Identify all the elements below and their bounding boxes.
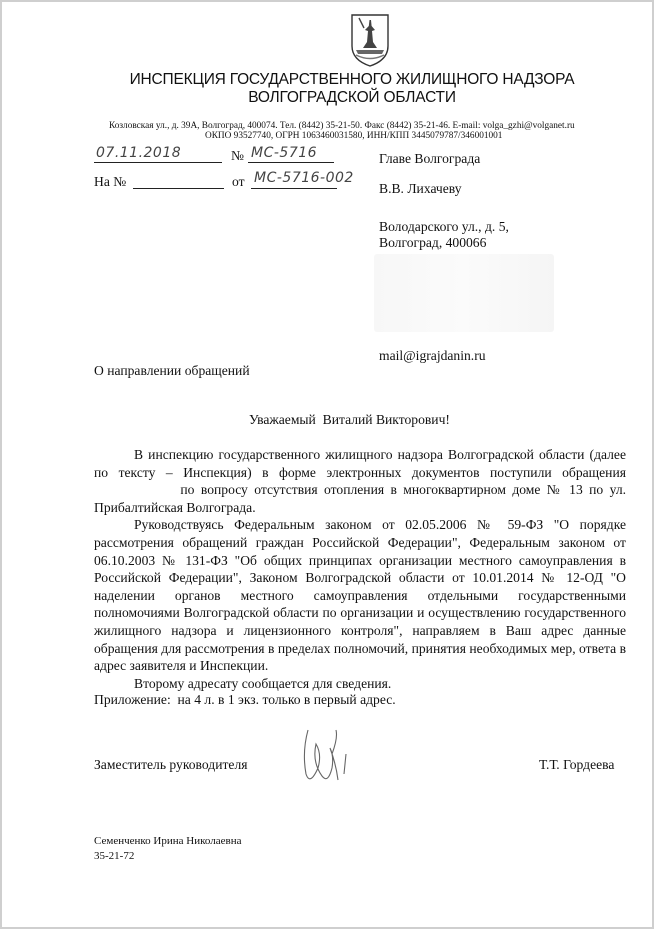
body-paragraph-1 — [94, 446, 626, 516]
redacted-second-recipient — [374, 254, 554, 332]
outgoing-date: 07.11.2018 — [96, 145, 182, 161]
reply-from-underline — [251, 188, 337, 189]
recipient-title: Главе Волгограда — [379, 151, 481, 166]
reply-from-label: от — [232, 174, 245, 189]
reply-to-number-line — [133, 188, 224, 189]
recipient-name: В.В. Лихачеву — [379, 181, 462, 196]
body-paragraph-1-end: по вопросу отсутствия отопления в многоквартирном доме № 13 по ул. Прибалтийская Волгограда. — [94, 482, 626, 515]
volgograd-region-emblem-icon — [347, 12, 393, 68]
signer-position: Заместитель руководителя — [94, 757, 248, 772]
body-paragraph-1-start: В инспекцию государственного жилищного надзора Волгоградской области (далее по тексту – Инспекция) в форме электронных документов поступили обращения — [94, 447, 626, 480]
organization-registration-codes: ОКПО 93527740, ОГРН 1063460031580, ИНН/КПП 3445079787/346001001 — [205, 131, 503, 141]
date-underline — [94, 162, 222, 163]
organization-name-line2: ВОЛГОГРАДСКОЙ ОБЛАСТИ — [248, 89, 456, 106]
executor-name: Семенченко Ирина Николаевна — [94, 835, 242, 847]
recipient-address-street: Володарского ул., д. 5, — [379, 219, 509, 234]
outgoing-number-label: № — [231, 148, 244, 163]
body-paragraph-3: Второму адресату сообщается для сведения. — [134, 675, 392, 691]
outgoing-number: МС-5716 — [251, 145, 318, 161]
organization-contacts: Козловская ул., д. 39А, Волгоград, 400074. Тел. (8442) 35-21-50. Факс (8442) 35-21-46. E-mail: volga_gzhi@volganet.ru — [109, 121, 575, 131]
reply-from-number: МС-5716-002 — [254, 170, 354, 186]
salutation: Уважаемый Виталий Викторович! — [249, 412, 450, 427]
handwritten-signature — [292, 724, 362, 790]
executor-phone: 35-21-72 — [94, 850, 135, 862]
second-recipient-email: mail@igrajdanin.ru — [379, 348, 486, 363]
organization-name-line1: ИНСПЕКЦИЯ ГОСУДАРСТВЕННОГО ЖИЛИЩНОГО НАДЗОРА — [129, 71, 575, 88]
reply-to-label: На № — [94, 174, 127, 189]
letter-body — [94, 446, 626, 692]
number-underline — [248, 162, 334, 163]
body-paragraph-2: Руководствуясь Федеральным законом от 02.05.2006 № 59-ФЗ "О порядке рассмотрения обращений граждан Российской Федерации", Федеральным законом от 06.10.2003 № 131-ФЗ "Об общих принципах организации местного самоуправления в Российской Федерации", Законом Волгоградской области от 10.01.2014 № 12-ОД "О наделении органов местного самоуправления отдельными государственными полномочиями Волгоградской области по организации и осуществлению государственного жилищного надзора и лицензионного контроля", направляем в Ваш адрес данные обращения для рассмотрения в пределах полномочий, принятия необходимых мер, ответа в адрес заявителя и Инспекции. — [94, 517, 626, 674]
attachment-line: Приложение: на 4 л. в 1 экз. только в первый адрес. — [94, 692, 396, 707]
recipient-address-city: Волгоград, 400066 — [379, 235, 487, 250]
subject-line: О направлении обращений — [94, 363, 250, 378]
signer-name: Т.Т. Гордеева — [539, 757, 615, 772]
